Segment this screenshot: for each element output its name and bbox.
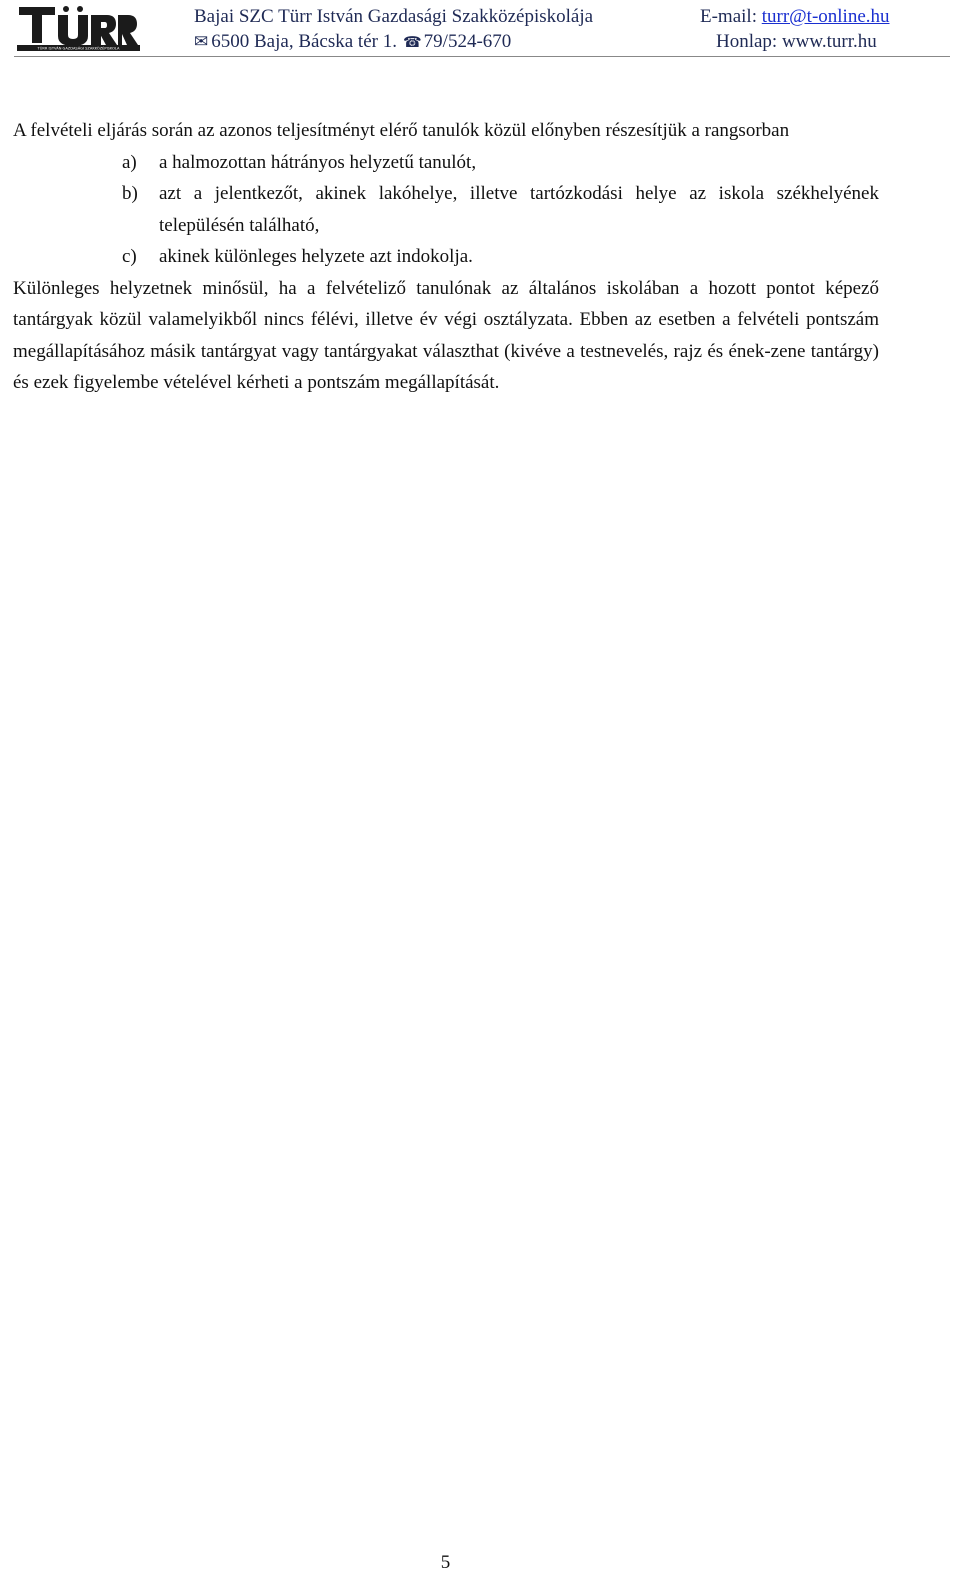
list-item-text: azt a jelentkezőt, akinek lakóhelye, illetve tartózkodási helye az iskola székhelyének településén található,	[159, 183, 879, 236]
list-marker: b)	[122, 183, 138, 204]
address: 6500 Baja, Bácska tér 1.	[211, 31, 397, 52]
phone-number: 79/524-670	[423, 31, 512, 52]
document-body	[13, 115, 879, 399]
list-item-text: akinek különleges helyzete azt indokolja.	[159, 246, 473, 267]
logo-subtext: TÜRR ISTVÁN GAZDASÁGI SZAKKÖZÉPISKOLA	[37, 46, 120, 51]
website[interactable]: Honlap: www.turr.hu	[716, 31, 877, 52]
email-link[interactable]: turr@t-online.hu	[761, 6, 890, 27]
school-logo	[15, 3, 142, 53]
page-header	[0, 0, 960, 58]
list-item	[13, 147, 879, 179]
list-marker: c)	[122, 246, 137, 267]
special-situation-paragraph: Különleges helyzetnek minősül, ha a felvételiző tanulónak az általános iskolában a hozott pontot képező tantárgyak közül valamelyikből nincs félévi, illetve év végi osztályzata. Ebben az esetben a felvételi pontszám megállapításához másik tantárgyat vagy tantárgyakat választhat (kivéve a testnevelés, rajz és ének-zene tantárgy) és ezek figyelembe vételével kérheti a pontszám megállapítását.	[13, 277, 879, 393]
preference-list	[13, 147, 879, 273]
list-item	[13, 241, 879, 273]
email-line	[700, 6, 890, 28]
telephone-icon: ☎	[402, 35, 422, 51]
page-number: 5	[440, 1552, 451, 1573]
list-marker: a)	[122, 151, 137, 173]
address-line	[194, 31, 511, 54]
school-name: Bajai SZC Türr István Gazdasági Szakközépiskolája	[194, 6, 594, 27]
list-item-text: a halmozottan hátrányos helyzetű tanulót,	[159, 151, 477, 173]
intro-paragraph: A felvételi eljárás során az azonos teljesítményt elérő tanulók közül előnyben részesítjük a rangsorban	[13, 120, 790, 141]
header-divider	[14, 56, 950, 57]
email-label: E-mail:	[700, 6, 757, 27]
envelope-icon: ✉	[194, 32, 209, 51]
list-item	[13, 178, 879, 241]
